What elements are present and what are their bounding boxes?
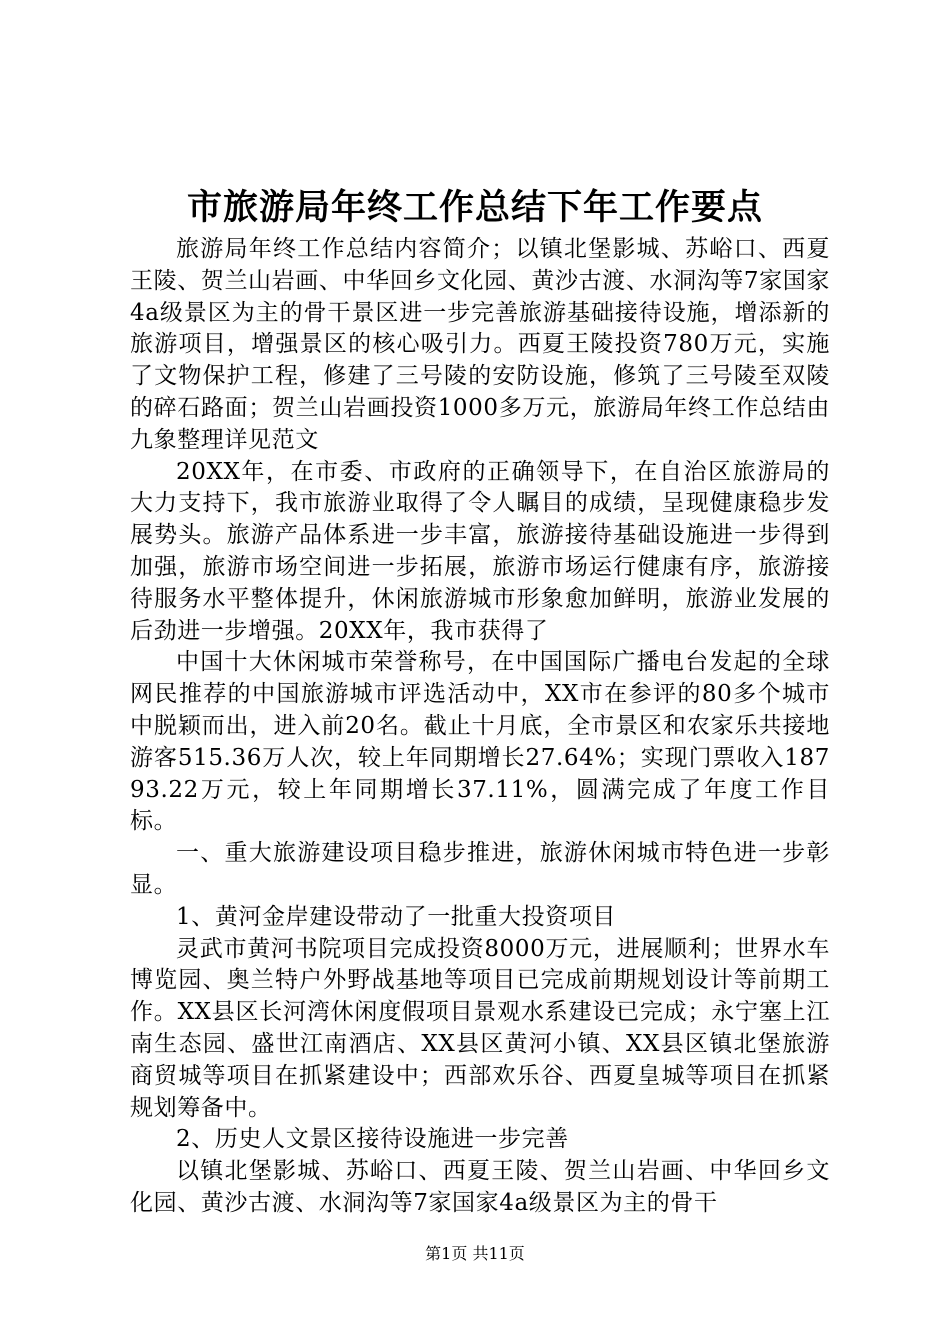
document-body (130, 234, 830, 1220)
paragraph-scenic-areas: 以镇北堡影城、苏峪口、西夏王陵、贺兰山岩画、中华回乡文化园、黄沙古渡、水洞沟等7家国家4a级景区为主的骨干 (130, 1158, 830, 1216)
paragraph-overview: 20XX年，在市委、市政府的正确领导下，在自治区旅游局的大力支持下，我市旅游业取得了令人瞩目的成绩，呈现健康稳步发展势头。旅游产品体系进一步丰富，旅游接待基础设施进一步得到加强，旅游市场空间进一步拓展，旅游市场运行健康有序，旅游接待服务水平整体提升，休闲旅游城市形象愈加鲜明，旅游业发展的后劲进一步增强。20XX年，我市获得了 (130, 458, 830, 644)
document-title: 市旅游局年终工作总结下年工作要点 (186, 187, 763, 228)
section-heading-1: 一、重大旅游建设项目稳步推进，旅游休闲城市特色进一步彰显。 (130, 840, 830, 898)
page-number-footer: 第1页 共11页 (425, 1244, 525, 1263)
paragraph-projects: 灵武市黄河书院项目完成投资8000万元，进展顺利；世界水车博览园、奥兰特户外野战基地等项目已完成前期规划设计等前期工作。XX县区长河湾休闲度假项目景观水系建设已完成；永宁塞上江南生态园、盛世江南酒店、XX县区黄河小镇、XX县区镇北堡旅游商贸城等项目在抓紧建设中；西部欢乐谷、西夏皇城等项目在抓紧规划筹备中。 (130, 935, 830, 1121)
subsection-heading-1: 1、黄河金岸建设带动了一批重大投资项目 (176, 903, 617, 930)
subsection-heading-2: 2、历史人文景区接待设施进一步完善 (176, 1126, 569, 1153)
paragraph-intro: 旅游局年终工作总结内容简介；以镇北堡影城、苏峪口、西夏王陵、贺兰山岩画、中华回乡文化园、黄沙古渡、水洞沟等7家国家4a级景区为主的骨干景区进一步完善旅游基础接待设施，增添新的旅游项目，增强景区的核心吸引力。西夏王陵投资780万元，实施了文物保护工程，修建了三号陵的安防设施，修筑了三号陵至双陵的碎石路面；贺兰山岩画投资1000多万元，旅游局年终工作总结由九象整理详见范文 (130, 236, 830, 453)
paragraph-achievements: 中国十大休闲城市荣誉称号，在中国国际广播电台发起的全球网民推荐的中国旅游城市评选活动中，XX市在参评的80多个城市中脱颖而出，进入前20名。截止十月底，全市景区和农家乐共接地游客515.36万人次，较上年同期增长27.64%；实现门票收入18793.22万元，较上年同期增长37.11%，圆满完成了年度工作目标。 (130, 649, 830, 835)
